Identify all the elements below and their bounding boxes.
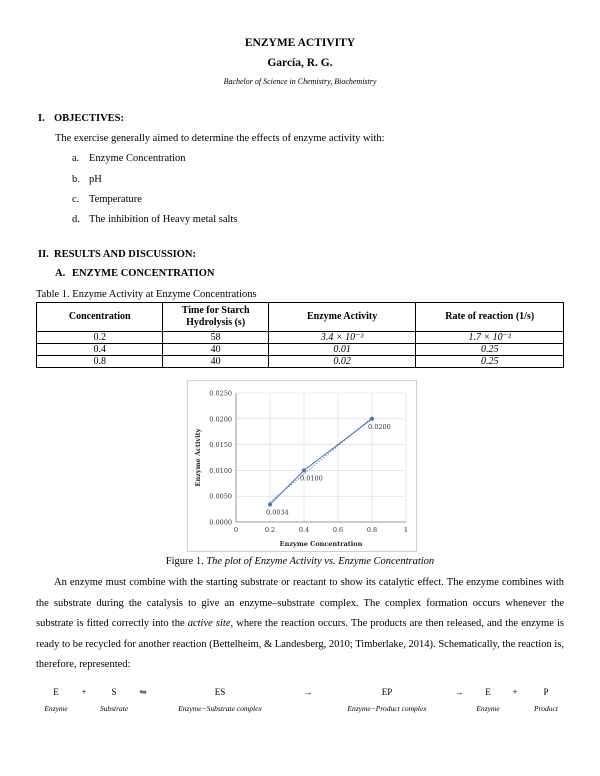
y-tick-label: 0.0100 — [209, 466, 232, 475]
table-cell: 1.7 × 10⁻² — [416, 332, 564, 344]
objectives-heading-text: OBJECTIVES: — [54, 113, 125, 124]
author-affiliation: Bachelor of Science in Chemistry, Biochemistry — [223, 77, 377, 86]
list-item-text: pH — [89, 174, 102, 185]
data-label: 0.0034 — [266, 508, 289, 517]
list-item-mark: d. — [72, 214, 80, 225]
list-item-text: Enzyme Concentration — [89, 153, 186, 164]
y-tick-label: 0.0200 — [209, 415, 232, 424]
table-cell: 0.2 — [37, 332, 163, 344]
data-point — [268, 502, 272, 506]
x-tick-label: 0.4 — [298, 526, 310, 534]
objectives-intro: The exercise generally aimed to determine the effects of enzyme activity with: — [55, 133, 385, 144]
x-tick-label: 1 — [403, 526, 409, 534]
series-line — [270, 419, 372, 505]
objectives-heading — [38, 113, 124, 124]
section-a-heading-text: ENZYME CONCENTRATION — [72, 268, 215, 279]
list-item — [72, 194, 142, 205]
scheme-label-product: Product — [534, 704, 558, 713]
chart-svg — [188, 381, 416, 551]
list-item-mark: a. — [72, 153, 80, 164]
table-header-row — [37, 303, 564, 332]
scheme-label-enzyme-2: Enzyme — [476, 704, 500, 713]
scheme-label-ep-complex: Enzyme−Product complex — [347, 704, 427, 713]
scheme-label-enzyme: Enzyme — [44, 704, 68, 713]
active-site-term: active site — [187, 618, 231, 629]
table-cell: 0.4 — [37, 344, 163, 356]
data-point — [302, 468, 306, 472]
section-a-mark: A. — [55, 268, 66, 279]
y-tick-label: 0.0150 — [209, 441, 232, 450]
table-cell: 0.25 — [416, 356, 564, 368]
scheme-arrow: → — [454, 687, 464, 697]
scheme-arrow: → — [303, 687, 313, 697]
x-axis-title: Enzyme Concentration — [279, 540, 363, 548]
table-cell: 40 — [163, 356, 268, 368]
table-cell: 58 — [163, 332, 268, 344]
table-row — [37, 344, 564, 356]
figure-caption — [0, 556, 600, 567]
x-tick-label: 0 — [233, 526, 239, 534]
x-tick-label: 0.8 — [366, 526, 378, 534]
table-cell: 40 — [163, 344, 268, 356]
list-item — [72, 174, 102, 185]
table-row — [37, 332, 564, 344]
figure-caption-prefix: Figure 1. — [165, 556, 207, 567]
scheme-equilibrium-arrow: ⇋ — [139, 687, 147, 697]
objectives-number: I. — [38, 113, 45, 124]
section-a-heading — [55, 268, 214, 279]
y-tick-label: 0.0050 — [209, 492, 232, 501]
list-item-mark: b. — [72, 174, 80, 185]
results-heading-text: RESULTS AND DISCUSSION: — [54, 249, 196, 260]
x-tick-label: 0.2 — [264, 526, 276, 534]
list-item — [72, 153, 186, 164]
enzyme-activity-table — [36, 302, 564, 368]
table-cell: 0.02 — [268, 356, 416, 368]
list-item — [72, 214, 237, 225]
paragraph-text-1: An enzyme must combine with the starting substrate or reactant to show its catalytic effect. The enzyme combines with the substrate during the catalysis to give an enzyme–substrate complex. The complex formation occurs whenever the substrate is fitted correctly into the — [36, 577, 564, 629]
table-header-cell: Time for Starch Hydrolysis (s) — [163, 303, 268, 332]
scheme-enzyme-2: E — [485, 687, 491, 697]
enzyme-activity-chart — [187, 380, 417, 552]
list-item-mark: c. — [72, 194, 80, 205]
data-point — [370, 417, 374, 421]
scheme-plus: + — [81, 687, 87, 697]
table-header-cell: Enzyme Activity — [268, 303, 416, 332]
table-header-cell: Concentration — [37, 303, 163, 332]
data-label: 0.0200 — [368, 422, 391, 431]
results-number: II. — [38, 249, 49, 260]
list-item-text: Temperature — [89, 194, 142, 205]
table-cell: 0.8 — [37, 356, 163, 368]
table-row — [37, 356, 564, 368]
scheme-product: P — [543, 687, 549, 697]
scheme-plus: + — [512, 687, 518, 697]
y-tick-label: 0.0000 — [209, 518, 232, 527]
table-cell: 0.01 — [268, 344, 416, 356]
scheme-label-es-complex: Enzyme−Substrate complex — [178, 704, 262, 713]
table-caption: Table 1. Enzyme Activity at Enzyme Concentrations — [36, 289, 257, 300]
scheme-enzyme: E — [53, 687, 59, 697]
scheme-substrate: S — [111, 687, 117, 697]
x-tick-label: 0.6 — [332, 526, 344, 534]
author-name: García, R. G. — [267, 57, 333, 69]
figure-caption-title: The plot of Enzyme Activity vs. Enzyme Concentration — [206, 556, 435, 567]
table-header-cell: Rate of reaction (1/s) — [416, 303, 564, 332]
paragraph-text-2: , where the reaction occurs. The products are then released, and the enzyme is ready to be recycled for another reaction (Bettelheim, & Landesberg, 2010; Timberlake, 2014). Schematically, the reaction is, therefore, represented: — [36, 618, 564, 670]
table-cell: 0.25 — [416, 344, 564, 356]
scheme-ep-complex: EP — [381, 687, 393, 697]
scheme-es-complex: ES — [214, 687, 226, 697]
document-title: ENZYME ACTIVITY — [244, 37, 356, 49]
table-cell: 3.4 × 10⁻³ — [268, 332, 416, 344]
scheme-label-substrate: Substrate — [99, 704, 129, 713]
y-axis-title: Enzyme Activity — [194, 428, 202, 487]
body-paragraph — [36, 573, 564, 676]
y-tick-label: 0.0250 — [209, 389, 232, 398]
data-label: 0.0100 — [300, 474, 323, 483]
results-heading — [38, 249, 196, 260]
list-item-text: The inhibition of Heavy metal salts — [89, 214, 238, 225]
